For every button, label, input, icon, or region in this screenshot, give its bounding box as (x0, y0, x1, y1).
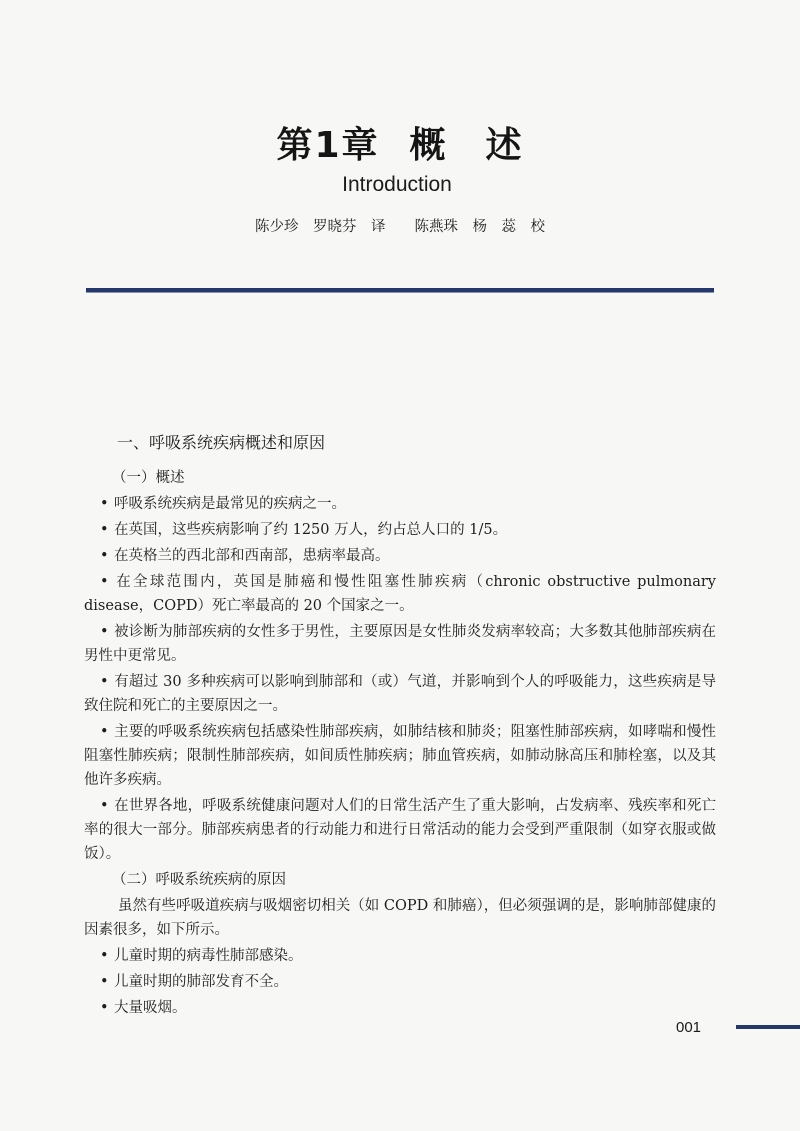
bullet-icon: • (100, 522, 109, 538)
list-item: • 被诊断为肺部疾病的女性多于男性，主要原因是女性肺炎发病率较高；大多数其他肺部疾病在男性中更常见。 (84, 620, 716, 668)
bullet-icon: • (100, 624, 109, 640)
list-item: • 在英格兰的西北部和西南部，患病率最高。 (84, 544, 716, 568)
list-item: • 呼吸系统疾病是最常见的疾病之一。 (84, 492, 716, 516)
chapter-title (0, 124, 800, 168)
list-item: • 儿童时期的病毒性肺部感染。 (84, 944, 716, 968)
page-number-bar (736, 1025, 800, 1029)
bullet-icon: • (100, 674, 109, 690)
list-item: • 儿童时期的肺部发育不全。 (84, 970, 716, 994)
list-item: • 大量吸烟。 (84, 996, 716, 1020)
chapter-subtitle: Introduction (342, 173, 452, 196)
bullet-icon: • (100, 1000, 109, 1016)
list-item: • 在全球范围内，英国是肺癌和慢性阻塞性肺疾病（chronic obstructive pulmonary disease，COPD）死亡率最高的 20 个国家之一。 (84, 570, 716, 618)
bullet-icon: • (100, 948, 109, 964)
list-item: • 主要的呼吸系统疾病包括感染性肺部疾病，如肺结核和肺炎；阻塞性肺部疾病，如哮喘和慢性阻塞性肺疾病；限制性肺部疾病，如间质性肺疾病；肺血管疾病，如肺动脉高压和肺栓塞，以及其他许多疾病。 (84, 720, 716, 792)
subsection-heading-overview: （一）概述 (112, 470, 185, 486)
section-heading: 一、呼吸系统疾病概述和原因 (117, 433, 326, 452)
bullet-icon: • (100, 974, 109, 990)
bullet-icon: • (100, 724, 109, 740)
body-text (84, 466, 716, 1022)
list-item: • 在世界各地，呼吸系统健康问题对人们的日常生活产生了重大影响，占发病率、残疾率和死亡率的很大一部分。肺部疾病患者的行动能力和进行日常活动的能力会受到严重限制（如穿衣服或做饭）。 (84, 794, 716, 866)
bullet-icon: • (100, 548, 109, 564)
chapter-number: 第1章 (276, 125, 380, 166)
list-item: • 有超过 30 多种疾病可以影响到肺部和（或）气道，并影响到个人的呼吸能力，这些疾病是导致住院和死亡的主要原因之一。 (84, 670, 716, 718)
bullet-icon: • (100, 496, 109, 512)
bullet-icon: • (100, 798, 109, 814)
subsection-heading-causes: （二）呼吸系统疾病的原因 (112, 872, 286, 888)
causes-paragraph: 虽然有些呼吸道疾病与吸烟密切相关（如 COPD 和肺癌），但必须强调的是，影响肺部健康的因素很多，如下所示。 (84, 898, 716, 938)
header-divider (86, 288, 714, 292)
bullet-icon: • (100, 574, 109, 590)
chapter-name: 概 述 (409, 125, 524, 166)
list-item: • 在英国，这些疾病影响了约 1250 万人，约占总人口的 1/5。 (84, 518, 716, 542)
page-number: 001 (676, 1019, 702, 1036)
translator-credits: 陈少珍 罗晓芬 译 陈燕珠 杨 蕊 校 (255, 219, 545, 235)
